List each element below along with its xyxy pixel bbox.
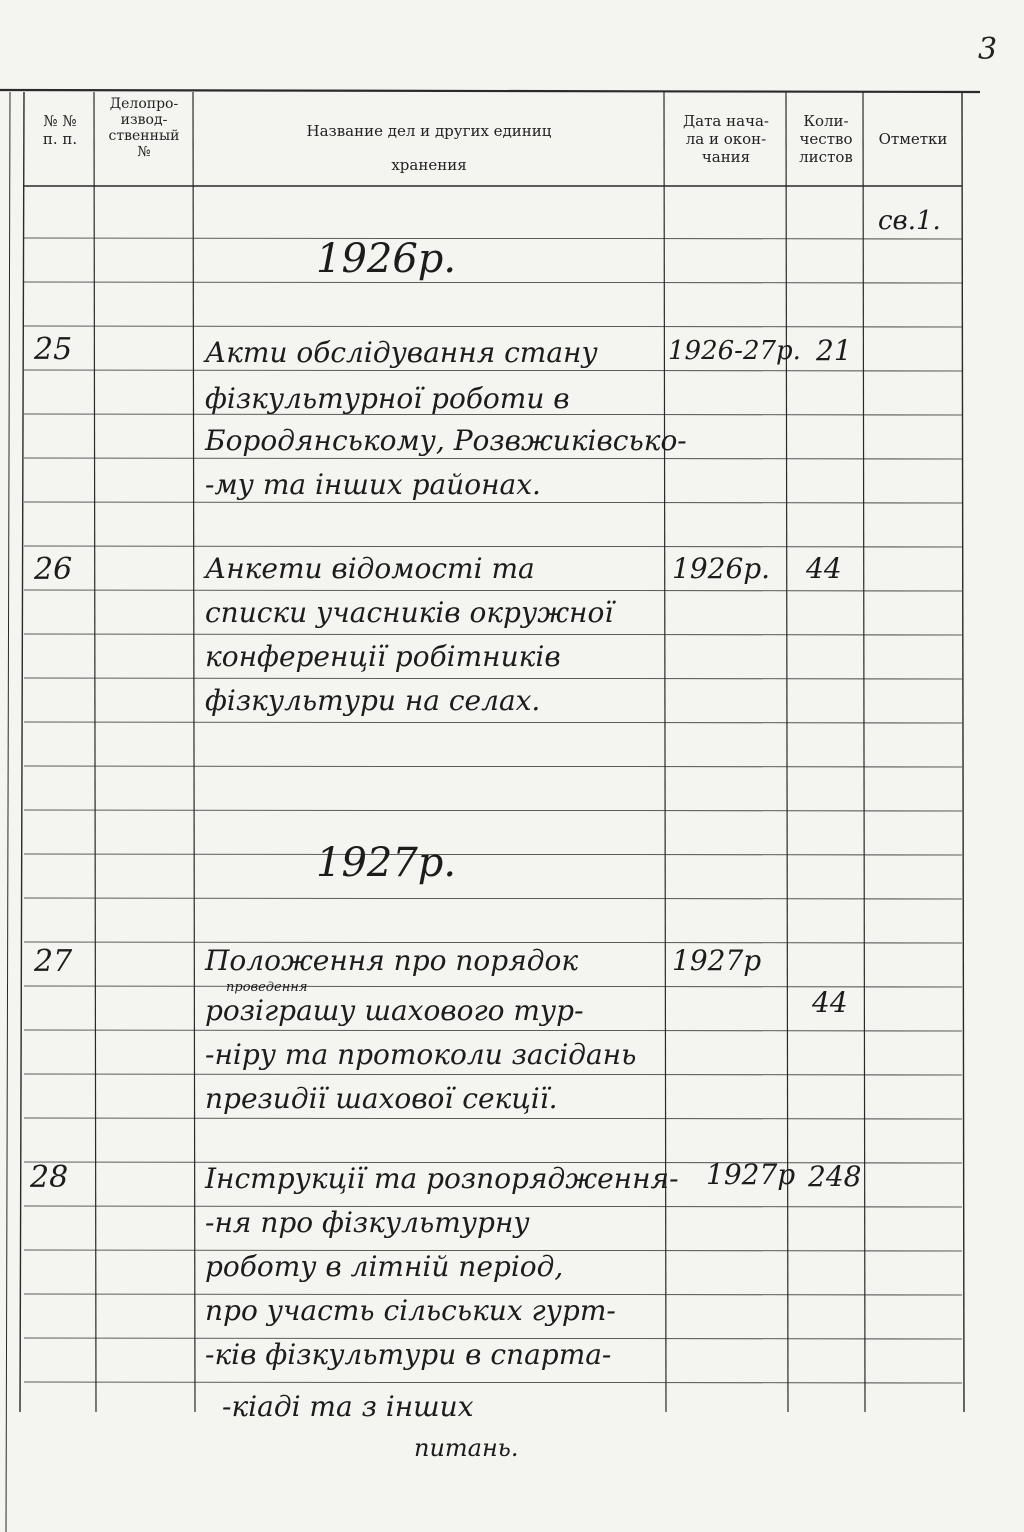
- entry-title-line: Бородянському, Розвжиківсько-: [205, 424, 687, 457]
- ruling-line: [24, 590, 962, 591]
- entry-sheet-count: 44: [812, 986, 848, 1019]
- ruling-line: [863, 92, 865, 1412]
- header-col-notes: Отметки: [878, 130, 948, 148]
- ruling-line: [24, 326, 962, 327]
- ruling-line: [24, 238, 962, 239]
- ruling-line: [664, 92, 666, 1412]
- entry-title-line: президії шахової секції.: [205, 1082, 558, 1115]
- entry-title-line: -ніру та протоколи засідань: [205, 1038, 637, 1071]
- ruling-line: [24, 458, 962, 459]
- entry-title-line: -кіаді та з інших: [222, 1390, 474, 1423]
- entry-sheet-count: 21: [816, 334, 852, 367]
- header-col-case-number: Делопро- извод- ственный №: [108, 96, 180, 160]
- ruling-line: [24, 810, 962, 811]
- entry-title-line: питань.: [414, 1434, 519, 1462]
- ruling-line: [786, 92, 788, 1412]
- storage-box-mark: св.1.: [878, 206, 941, 236]
- entry-dates: 1926-27р.: [668, 336, 801, 366]
- entry-title-line: Анкети відомості та: [205, 552, 535, 585]
- entry-number: 25: [34, 332, 73, 367]
- entry-sheet-count: 248: [808, 1160, 862, 1193]
- ruling-line: [24, 1118, 962, 1119]
- entry-dates: 1927р: [706, 1158, 796, 1191]
- ruling-line: [962, 92, 964, 1412]
- entry-title-line: Інструкції та розпорядження-: [205, 1162, 679, 1195]
- entry-number: 26: [34, 552, 73, 587]
- header-col-number: № № п. п.: [42, 112, 78, 148]
- entry-title-line: списки учасників окружної: [205, 596, 614, 629]
- ruling-line: [24, 1074, 962, 1075]
- entry-title-line: -ня про фізкультурну: [205, 1206, 530, 1239]
- ruling-line: [24, 1382, 962, 1383]
- entry-sheet-count: 44: [806, 552, 842, 585]
- ruling-line: [24, 370, 962, 371]
- entry-number: 27: [34, 944, 73, 979]
- header-col-title: Название дел и других единиц хранения: [306, 122, 552, 174]
- ruling-line: [24, 634, 962, 635]
- year-heading: 1926р.: [316, 236, 457, 282]
- ruling-line: [6, 92, 10, 1532]
- entry-title-line: Положення про порядок: [205, 944, 579, 977]
- entry-title-line: Акти обслідування стану: [205, 336, 598, 369]
- entry-title-line: фізкультури на селах.: [205, 684, 541, 717]
- ruling-line: [24, 678, 962, 679]
- year-heading: 1927р.: [316, 840, 457, 886]
- page-number: 3: [978, 32, 998, 67]
- ruling-line: [24, 502, 962, 503]
- entry-number: 28: [30, 1160, 69, 1195]
- ruling-line: [193, 92, 195, 1412]
- ruling-line: [24, 854, 962, 855]
- header-col-sheets: Коли- чество листов: [799, 112, 853, 166]
- ruling-line: [24, 722, 962, 723]
- entry-title-line: фізкультурної роботи в: [205, 382, 570, 415]
- ruling-line: [94, 92, 96, 1412]
- ruling-line: [24, 546, 962, 547]
- entry-title-line: -ків фізкультури в спарта-: [205, 1338, 612, 1371]
- entry-dates: 1927р: [672, 944, 762, 977]
- entry-title-line: розіграшу шахового тур-: [205, 994, 584, 1027]
- ruling-line: [24, 898, 962, 899]
- ruling-line: [24, 766, 962, 767]
- header-col-dates: Дата нача- ла и окон- чания: [682, 112, 769, 166]
- ruling-line: [24, 1030, 962, 1031]
- ruling-line: [24, 942, 962, 943]
- entry-title-line: роботу в літній період,: [205, 1250, 564, 1283]
- ruling-line: [20, 92, 24, 1412]
- entry-title-line: про участь сільських гурт-: [205, 1294, 616, 1327]
- entry-dates: 1926р.: [672, 552, 771, 585]
- entry-title-line: конференції робітників: [205, 640, 561, 673]
- ruling-line: [24, 282, 962, 283]
- entry-title-insertion: проведення: [226, 980, 308, 995]
- ruling-line: [0, 90, 980, 92]
- entry-title-line: -му та інших районах.: [205, 468, 541, 501]
